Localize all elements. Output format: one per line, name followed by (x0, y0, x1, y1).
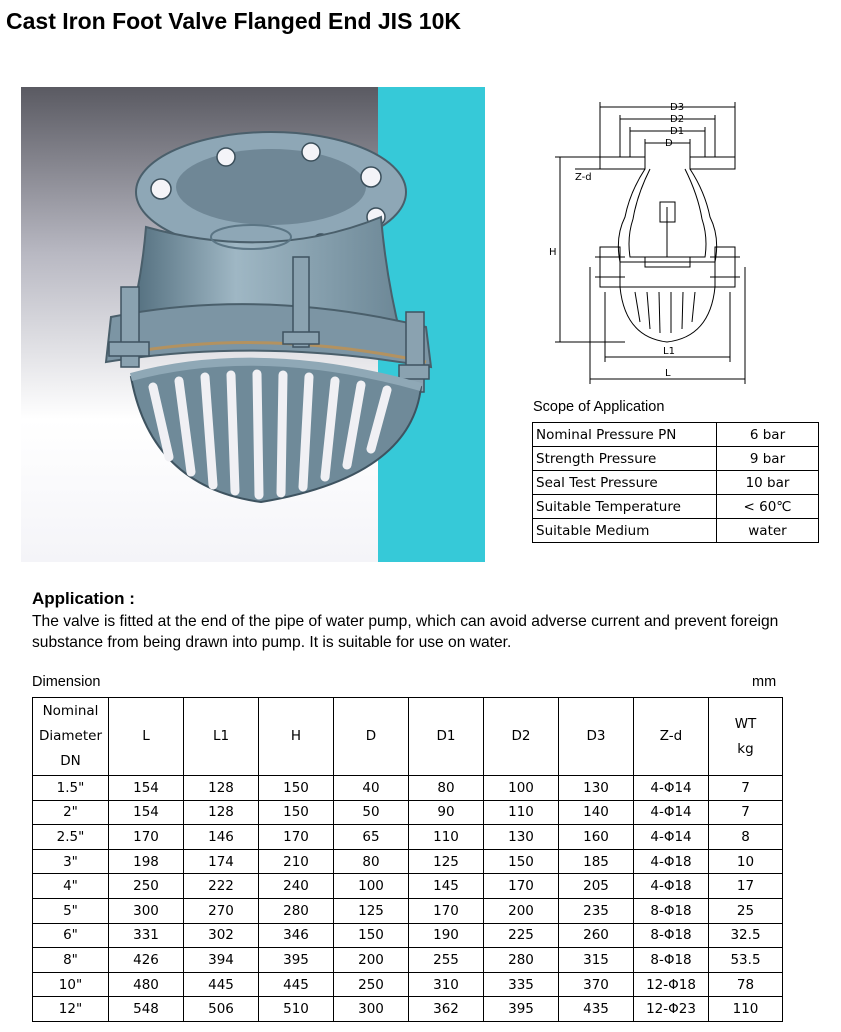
table-cell: 17 (709, 874, 783, 899)
scope-row (533, 471, 819, 495)
header-d: D (334, 698, 409, 776)
scope-value: water (717, 519, 819, 543)
table-row (33, 972, 783, 997)
table-cell: 53.5 (709, 948, 783, 973)
table-cell: 65 (334, 825, 409, 850)
table-cell: 260 (559, 923, 634, 948)
table-cell: 12" (33, 997, 109, 1022)
table-cell: 4-Φ14 (634, 776, 709, 801)
table-cell: 4-Φ14 (634, 800, 709, 825)
scope-value: 9 bar (717, 447, 819, 471)
scope-row (533, 423, 819, 447)
header-l: L (109, 698, 184, 776)
table-cell: 445 (184, 972, 259, 997)
table-cell: 6" (33, 923, 109, 948)
scope-row (533, 495, 819, 519)
table-cell: 198 (109, 849, 184, 874)
table-cell: 110 (409, 825, 484, 850)
scope-name: Suitable Temperature (533, 495, 717, 519)
table-cell: 8-Φ18 (634, 923, 709, 948)
table-cell: 300 (109, 898, 184, 923)
label-l1: L1 (663, 346, 675, 357)
table-cell: 128 (184, 800, 259, 825)
scope-value: 6 bar (717, 423, 819, 447)
table-cell: 10" (33, 972, 109, 997)
header-h: H (259, 698, 334, 776)
table-cell: 150 (259, 776, 334, 801)
table-cell: 170 (409, 898, 484, 923)
table-row (33, 898, 783, 923)
table-row (33, 923, 783, 948)
table-cell: 80 (409, 776, 484, 801)
table-row (33, 776, 783, 801)
header-z-d: Z-d (634, 698, 709, 776)
label-d2: D2 (670, 114, 685, 125)
header-weight-line: kg (737, 740, 754, 757)
table-cell: 548 (109, 997, 184, 1022)
scope-row (533, 447, 819, 471)
table-cell: 7 (709, 776, 783, 801)
header-d2: D2 (484, 698, 559, 776)
page-title: Cast Iron Foot Valve Flanged End JIS 10K (6, 8, 461, 34)
table-cell: 280 (484, 948, 559, 973)
table-cell: 150 (484, 849, 559, 874)
scope-title: Scope of Application (533, 399, 665, 415)
dimension-table (32, 697, 783, 1022)
header-nominal-line: DN (60, 753, 81, 769)
table-cell: 4-Φ14 (634, 825, 709, 850)
table-cell: 362 (409, 997, 484, 1022)
dimension-label: Dimension (32, 674, 101, 690)
label-zd: Z-d (575, 172, 592, 183)
table-cell: 335 (484, 972, 559, 997)
table-cell: 280 (259, 898, 334, 923)
table-cell: 150 (334, 923, 409, 948)
label-d1: D1 (670, 126, 685, 137)
table-row (33, 849, 783, 874)
table-cell: 40 (334, 776, 409, 801)
table-cell: 32.5 (709, 923, 783, 948)
table-cell: 235 (559, 898, 634, 923)
table-cell: 302 (184, 923, 259, 948)
table-cell: 140 (559, 800, 634, 825)
application-heading: Application : (32, 589, 135, 608)
header-weight-line: WT (734, 715, 757, 732)
dimension-header-row (33, 698, 783, 776)
valve-dimension-drawing (545, 97, 795, 387)
table-cell: 4" (33, 874, 109, 899)
table-cell: 200 (484, 898, 559, 923)
table-cell: 200 (334, 948, 409, 973)
table-cell: 210 (259, 849, 334, 874)
scope-value: 10 bar (717, 471, 819, 495)
table-cell: 255 (409, 948, 484, 973)
table-cell: 510 (259, 997, 334, 1022)
scope-name: Seal Test Pressure (533, 471, 717, 495)
table-cell: 185 (559, 849, 634, 874)
scope-name: Nominal Pressure PN (533, 423, 717, 447)
table-cell: 4-Φ18 (634, 849, 709, 874)
table-cell: 315 (559, 948, 634, 973)
table-cell: 395 (259, 948, 334, 973)
table-cell: 270 (184, 898, 259, 923)
table-cell: 1.5" (33, 776, 109, 801)
table-cell: 310 (409, 972, 484, 997)
table-cell: 154 (109, 800, 184, 825)
table-cell: 146 (184, 825, 259, 850)
table-cell: 160 (559, 825, 634, 850)
table-cell: 205 (559, 874, 634, 899)
valve-photo (21, 87, 485, 562)
table-cell: 506 (184, 997, 259, 1022)
table-cell: 250 (334, 972, 409, 997)
table-cell: 25 (709, 898, 783, 923)
table-cell: 346 (259, 923, 334, 948)
table-cell: 190 (409, 923, 484, 948)
label-d: D (665, 138, 673, 149)
table-row (33, 874, 783, 899)
table-cell: 8 (709, 825, 783, 850)
table-cell: 100 (334, 874, 409, 899)
table-cell: 130 (484, 825, 559, 850)
table-cell: 435 (559, 997, 634, 1022)
table-cell: 78 (709, 972, 783, 997)
table-cell: 130 (559, 776, 634, 801)
table-cell: 8-Φ18 (634, 898, 709, 923)
table-cell: 240 (259, 874, 334, 899)
table-cell: 225 (484, 923, 559, 948)
table-cell: 100 (484, 776, 559, 801)
table-cell: 395 (484, 997, 559, 1022)
table-cell: 5" (33, 898, 109, 923)
table-cell: 426 (109, 948, 184, 973)
table-cell: 50 (334, 800, 409, 825)
table-cell: 125 (334, 898, 409, 923)
header-d3: D3 (559, 698, 634, 776)
scope-table (532, 422, 819, 543)
table-cell: 12-Φ23 (634, 997, 709, 1022)
scope-row (533, 519, 819, 543)
header-nominal-diameter (33, 698, 109, 776)
table-cell: 110 (484, 800, 559, 825)
table-cell: 170 (484, 874, 559, 899)
table-cell: 300 (334, 997, 409, 1022)
table-cell: 174 (184, 849, 259, 874)
table-cell: 150 (259, 800, 334, 825)
table-cell: 394 (184, 948, 259, 973)
header-l1: L1 (184, 698, 259, 776)
table-cell: 170 (259, 825, 334, 850)
unit-label: mm (752, 674, 777, 690)
table-cell: 90 (409, 800, 484, 825)
label-h: H (549, 247, 557, 258)
header-weight (709, 698, 783, 776)
table-cell: 12-Φ18 (634, 972, 709, 997)
table-row (33, 948, 783, 973)
table-cell: 128 (184, 776, 259, 801)
table-cell: 170 (109, 825, 184, 850)
table-cell: 154 (109, 776, 184, 801)
header-nominal-line: Nominal (42, 703, 99, 719)
table-cell: 480 (109, 972, 184, 997)
header-d1: D1 (409, 698, 484, 776)
table-cell: 110 (709, 997, 783, 1022)
table-cell: 8" (33, 948, 109, 973)
table-cell: 331 (109, 923, 184, 948)
table-cell: 80 (334, 849, 409, 874)
table-cell: 4-Φ18 (634, 874, 709, 899)
table-cell: 10 (709, 849, 783, 874)
table-cell: 250 (109, 874, 184, 899)
table-cell: 2.5" (33, 825, 109, 850)
table-cell: 222 (184, 874, 259, 899)
label-d3: D3 (670, 102, 685, 113)
table-row (33, 997, 783, 1022)
table-cell: 7 (709, 800, 783, 825)
header-nominal-line: Diameter (38, 728, 103, 744)
table-cell: 370 (559, 972, 634, 997)
table-cell: 125 (409, 849, 484, 874)
table-row (33, 825, 783, 850)
table-cell: 145 (409, 874, 484, 899)
label-l: L (665, 368, 671, 379)
table-row (33, 800, 783, 825)
table-cell: 8-Φ18 (634, 948, 709, 973)
table-cell: 3" (33, 849, 109, 874)
table-cell: 2" (33, 800, 109, 825)
scope-name: Suitable Medium (533, 519, 717, 543)
application-text: The valve is fitted at the end of the pipe of water pump, which can avoid adverse current and prevent foreign substance from being drawn into pump. It is suitable for use on water. (32, 613, 779, 651)
scope-value: < 60℃ (717, 495, 819, 519)
table-cell: 445 (259, 972, 334, 997)
scope-name: Strength Pressure (533, 447, 717, 471)
